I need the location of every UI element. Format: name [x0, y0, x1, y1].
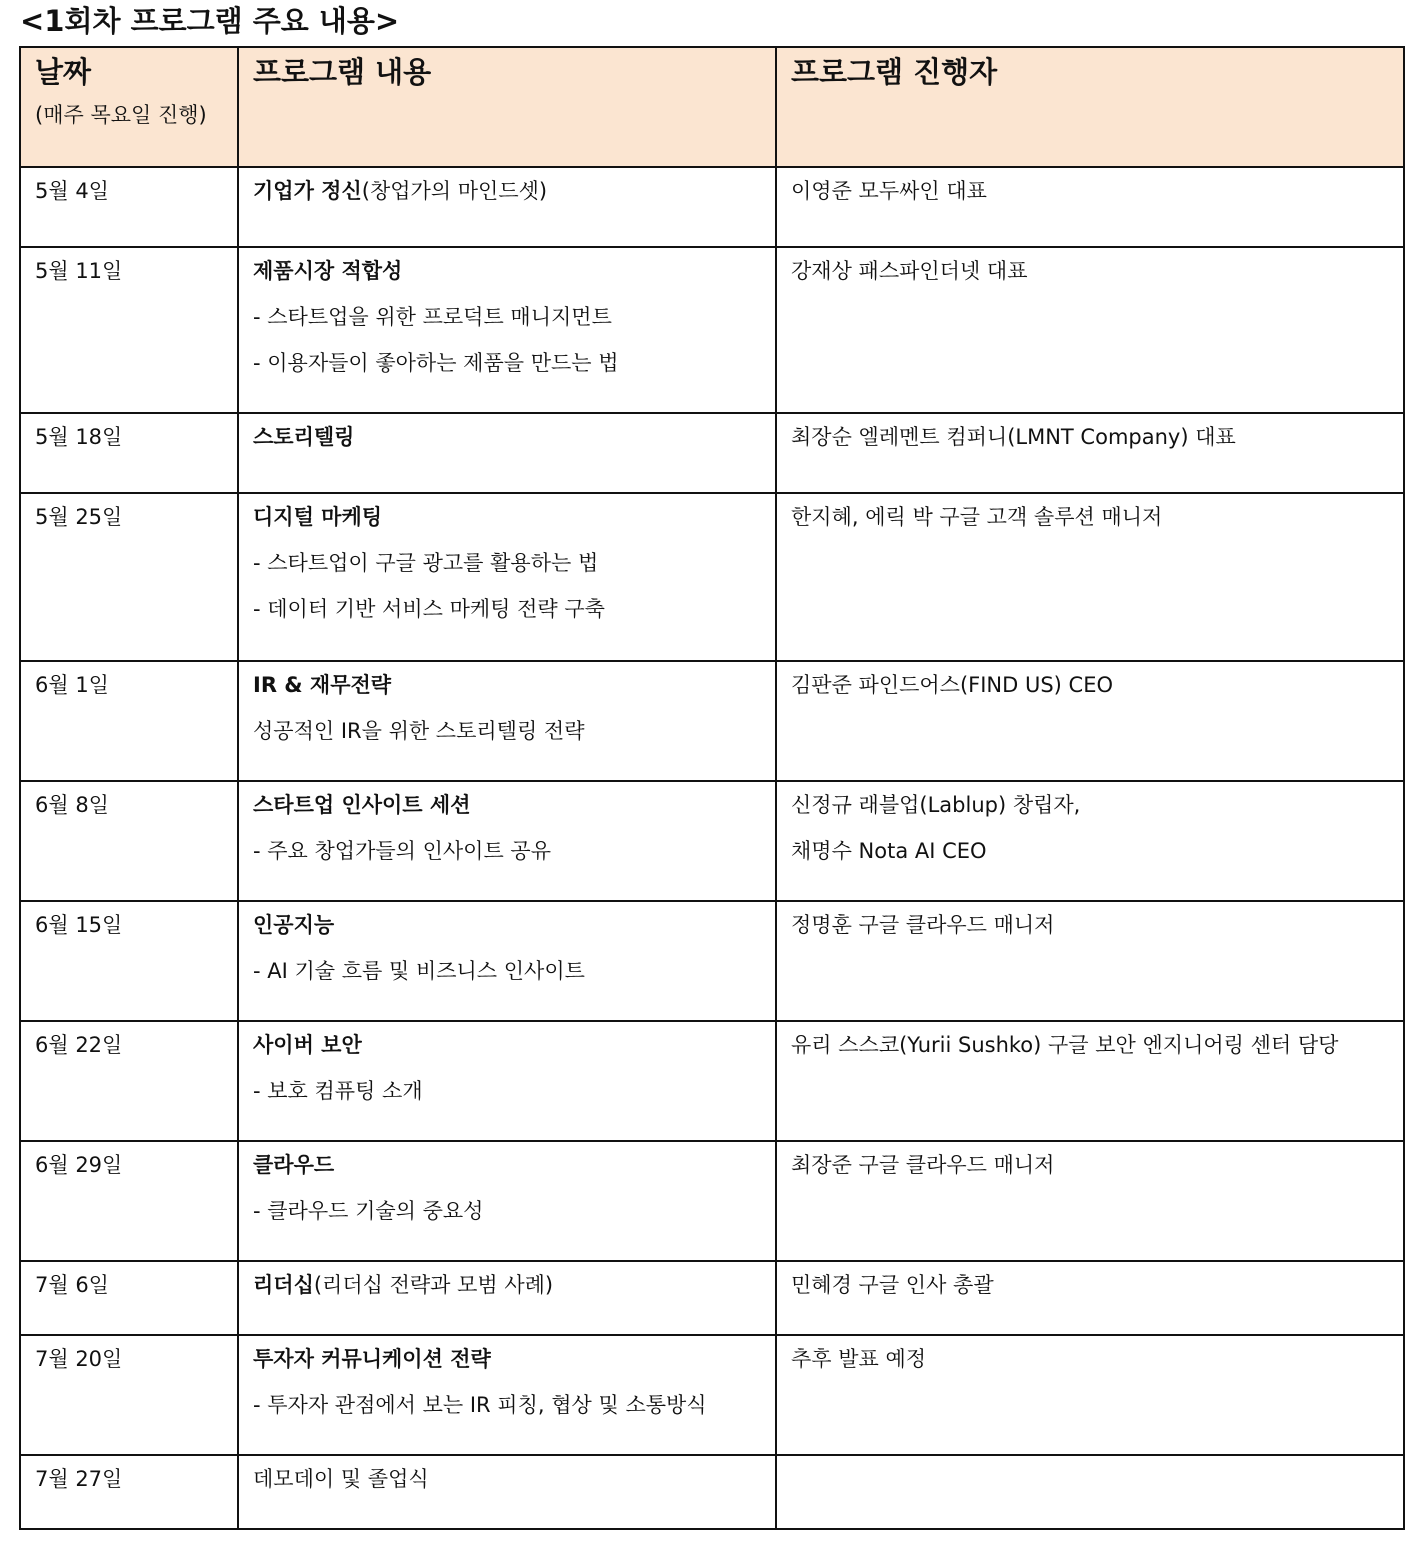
table-row [20, 1141, 1404, 1261]
header-presenter [776, 47, 1404, 167]
topic-title: 클라우드 [253, 1153, 335, 1177]
content-cell [238, 247, 776, 413]
date-cell: 7월 6일 [20, 1261, 238, 1335]
detail-line: 데모데이 및 졸업식 [253, 1467, 429, 1491]
detail-line: 성공적인 IR을 위한 스토리텔링 전략 [253, 719, 585, 743]
presenter-name: 최장순 엘레멘트 컴퍼니(LMNT Company) 대표 [791, 425, 1236, 449]
date-cell: 5월 25일 [20, 493, 238, 661]
schedule-body [20, 167, 1404, 1529]
topic-line [253, 1262, 761, 1308]
topic-line [253, 1022, 761, 1068]
date-cell: 7월 27일 [20, 1455, 238, 1529]
topic-subtitle: (리더십 전략과 모범 사례) [313, 1273, 554, 1297]
date-cell: 5월 4일 [20, 167, 238, 247]
table-row [20, 1021, 1404, 1141]
detail-line: - AI 기술 흐름 및 비즈니스 인사이트 [253, 959, 585, 983]
header-presenter-label: 프로그램 진행자 [791, 55, 998, 89]
presenter-name: 강재상 패스파인더넷 대표 [791, 259, 1028, 283]
date-cell: 6월 29일 [20, 1141, 238, 1261]
date-cell: 6월 8일 [20, 781, 238, 901]
content-cell [238, 1021, 776, 1141]
topic-line [253, 662, 761, 708]
table-row [20, 493, 1404, 661]
presenter-cell [776, 1455, 1404, 1529]
topic-title: 제품시장 적합성 [253, 259, 403, 283]
date-cell: 6월 15일 [20, 901, 238, 1021]
topic-title: 사이버 보안 [253, 1033, 362, 1057]
table-row [20, 1261, 1404, 1335]
presenter-name: 추후 발표 예정 [791, 1347, 927, 1371]
presenter-name: 채명수 Nota AI CEO [791, 839, 987, 863]
content-cell [238, 1141, 776, 1261]
presenter-cell [776, 1021, 1404, 1141]
topic-title: 디지털 마케팅 [253, 505, 383, 529]
header-date-note: (매주 목요일 진행) [35, 103, 207, 127]
topic-line [253, 414, 761, 460]
content-cell [238, 1261, 776, 1335]
content-cell [238, 493, 776, 661]
topic-title: 기업가 정신 [253, 179, 362, 203]
content-cell [238, 781, 776, 901]
date-cell: 5월 18일 [20, 413, 238, 493]
table-row [20, 661, 1404, 781]
topic-line [253, 248, 761, 294]
presenter-cell [776, 413, 1404, 493]
table-row [20, 1335, 1404, 1455]
content-cell [238, 413, 776, 493]
table-row [20, 1455, 1404, 1529]
presenter-cell [776, 1335, 1404, 1455]
presenter-name: 한지혜, 에릭 박 구글 고객 솔루션 매니저 [791, 505, 1163, 529]
topic-line [253, 902, 761, 948]
topic-line [253, 782, 761, 828]
presenter-cell [776, 167, 1404, 247]
presenter-name: 정명훈 구글 클라우드 매니저 [791, 913, 1055, 937]
detail-line: - 클라우드 기술의 중요성 [253, 1199, 484, 1223]
content-cell [238, 901, 776, 1021]
table-row [20, 781, 1404, 901]
presenter-cell [776, 247, 1404, 413]
presenter-name: 최장준 구글 클라우드 매니저 [791, 1153, 1055, 1177]
presenter-name: 신정규 래블업(Lablup) 창립자, [791, 793, 1081, 817]
presenter-name: 김판준 파인드어스(FIND US) CEO [791, 673, 1114, 697]
date-cell: 6월 22일 [20, 1021, 238, 1141]
presenter-name: 민혜경 구글 인사 총괄 [791, 1273, 994, 1297]
detail-line: - 투자자 관점에서 보는 IR 피칭, 협상 및 소통방식 [253, 1393, 707, 1417]
detail-line: - 스타트업이 구글 광고를 활용하는 법 [253, 551, 599, 575]
topic-title: 스토리텔링 [253, 425, 355, 449]
content-cell [238, 1335, 776, 1455]
header-date-label: 날짜 [35, 55, 92, 89]
topic-line [253, 1336, 761, 1382]
table-row [20, 167, 1404, 247]
topic-title: IR & 재무전략 [253, 673, 392, 697]
topic-line [253, 168, 761, 214]
topic-line [253, 1142, 761, 1188]
table-row [20, 413, 1404, 493]
detail-line: - 스타트업을 위한 프로덕트 매니지먼트 [253, 305, 612, 329]
presenter-cell [776, 781, 1404, 901]
detail-line: - 이용자들이 좋아하는 제품을 만드는 법 [253, 351, 619, 375]
table-row [20, 901, 1404, 1021]
presenter-cell [776, 493, 1404, 661]
topic-title: 인공지능 [253, 913, 335, 937]
presenter-name: 유리 스스코(Yurii Sushko) 구글 보안 엔지니어링 센터 담당 [791, 1033, 1339, 1057]
presenter-cell [776, 1141, 1404, 1261]
header-content [238, 47, 776, 167]
table-row [20, 247, 1404, 413]
topic-title: 스타트업 인사이트 세션 [253, 793, 471, 817]
program-schedule-table [19, 46, 1405, 1530]
document-title: <1회차 프로그램 주요 내용> [20, 4, 400, 38]
date-cell: 5월 11일 [20, 247, 238, 413]
detail-line: - 데이터 기반 서비스 마케팅 전략 구축 [253, 597, 605, 621]
detail-line: - 보호 컴퓨팅 소개 [253, 1079, 423, 1103]
header-row [20, 47, 1404, 167]
presenter-cell [776, 901, 1404, 1021]
header-date [20, 47, 238, 167]
date-cell: 6월 1일 [20, 661, 238, 781]
header-content-label: 프로그램 내용 [253, 55, 432, 89]
content-cell [238, 167, 776, 247]
presenter-name: 이영준 모두싸인 대표 [791, 179, 987, 203]
topic-title: 투자자 커뮤니케이션 전략 [253, 1347, 491, 1371]
date-cell: 7월 20일 [20, 1335, 238, 1455]
presenter-cell [776, 1261, 1404, 1335]
content-cell [238, 1455, 776, 1529]
topic-line [253, 494, 761, 540]
topic-title: 리더십 [253, 1273, 314, 1297]
presenter-cell [776, 661, 1404, 781]
content-cell [238, 661, 776, 781]
detail-line: - 주요 창업가들의 인사이트 공유 [253, 839, 551, 863]
topic-subtitle: (창업가의 마인드셋) [361, 179, 548, 203]
